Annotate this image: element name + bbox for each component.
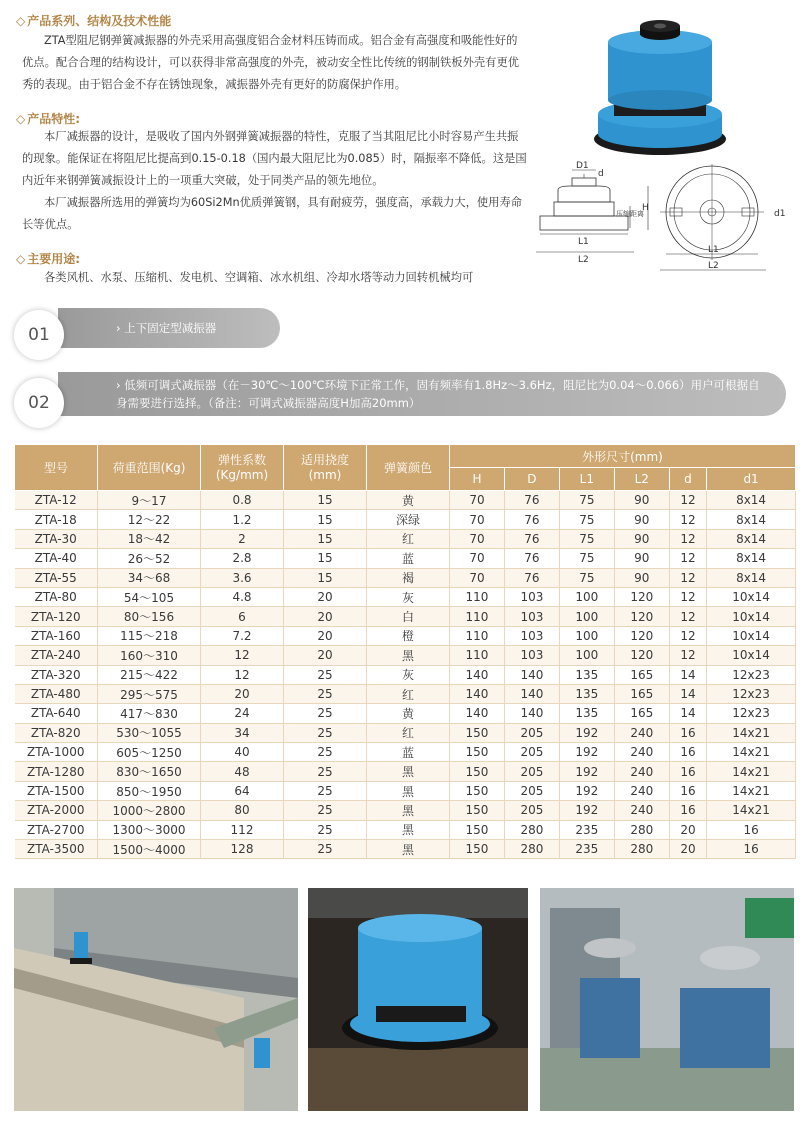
table-cell: 12 <box>669 646 706 665</box>
table-cell: 90 <box>614 510 669 529</box>
table-cell: 850～1950 <box>98 781 201 800</box>
svg-text:L1: L1 <box>708 245 719 255</box>
table-cell: 64 <box>201 781 284 800</box>
table-cell: 135 <box>559 665 614 684</box>
table-cell: 8x14 <box>707 491 796 510</box>
section-title-intro: ◇ 产品系列、结构及技术性能 <box>16 14 172 28</box>
table-cell: 112 <box>201 820 284 839</box>
th-dim-l2: L2 <box>614 468 669 491</box>
table-cell: 192 <box>559 762 614 781</box>
table-cell: 150 <box>450 781 505 800</box>
section-title-usage: ◇ 主要用途: <box>16 252 81 266</box>
table-cell: 150 <box>450 801 505 820</box>
table-cell: 2 <box>201 529 284 548</box>
table-cell: 16 <box>669 723 706 742</box>
banner-02-label: › 低频可调式减振器（在－30℃～100℃环境下正常工作，固有频率有1.8Hz～3.6Hz，阻尼比为0.04～0.066）用户可根据自身需要进行选择。（备注：可调式减振器高度H加高20mm） <box>116 378 760 410</box>
table-cell: 蓝 <box>367 743 450 762</box>
table-cell: 34～68 <box>98 568 201 587</box>
svg-text:H: H <box>642 203 649 213</box>
table-cell: 70 <box>450 510 505 529</box>
usage-paragraph: 各类风机、水泵、压缩机、发电机、空调箱、冰水机组、冷却水塔等动力回转机械均可 <box>44 271 474 284</box>
table-cell: 橙 <box>367 626 450 645</box>
table-cell: 红 <box>367 684 450 703</box>
table-cell: 14 <box>669 665 706 684</box>
table-cell: 280 <box>504 840 559 859</box>
table-cell: 4.8 <box>201 587 284 606</box>
table-cell: 76 <box>504 529 559 548</box>
table-cell: 150 <box>450 762 505 781</box>
table-cell: 240 <box>614 762 669 781</box>
table-cell: ZTA-820 <box>15 723 98 742</box>
table-cell: 192 <box>559 723 614 742</box>
table-cell: 24 <box>201 704 284 723</box>
table-cell: 25 <box>284 723 367 742</box>
table-cell: 12 <box>669 510 706 529</box>
table-cell: 100 <box>559 587 614 606</box>
table-cell: 76 <box>504 549 559 568</box>
table-cell: 75 <box>559 491 614 510</box>
table-cell: 48 <box>201 762 284 781</box>
table-row <box>15 549 796 568</box>
svg-text:L1: L1 <box>578 237 589 247</box>
table-cell: 205 <box>504 781 559 800</box>
table-cell: 12～22 <box>98 510 201 529</box>
table-cell: 90 <box>614 491 669 510</box>
table-row <box>15 491 796 510</box>
intro-paragraph: ZTA型阻尼钢弹簧减振器的外壳采用高强度铝合金材料压铸而成。铝合金有高强度和吸能性好的优点。配合合理的结构设计，可以获得非常高强度的外壳，被动安全性比传统的钢制铁板外壳有更优秀的表现。由于铝合金不存在锈蚀现象，减振器外壳有更好的防腐保护作用。 <box>22 34 520 91</box>
svg-text:L2: L2 <box>708 261 719 271</box>
table-cell: 10x14 <box>707 646 796 665</box>
table-cell: 120 <box>614 626 669 645</box>
table-cell: 25 <box>284 840 367 859</box>
table-cell: 9～17 <box>98 491 201 510</box>
table-cell: 90 <box>614 568 669 587</box>
table-cell: 黑 <box>367 801 450 820</box>
svg-text:d: d <box>598 169 604 179</box>
table-cell: 110 <box>450 626 505 645</box>
table-cell: ZTA-160 <box>15 626 98 645</box>
table-cell: ZTA-480 <box>15 684 98 703</box>
table-cell: 75 <box>559 549 614 568</box>
table-cell: 205 <box>504 801 559 820</box>
table-cell: 20 <box>284 646 367 665</box>
th-model: 型号 <box>15 445 98 491</box>
banner-01-number: 01 <box>14 310 64 360</box>
th-deflection: 适用挠度 (mm) <box>284 445 367 491</box>
table-cell: 黑 <box>367 820 450 839</box>
table-cell: 26～52 <box>98 549 201 568</box>
table-cell: 10x14 <box>707 626 796 645</box>
table-cell: 14x21 <box>707 762 796 781</box>
table-cell: 20 <box>669 840 706 859</box>
table-cell: ZTA-1000 <box>15 743 98 762</box>
table-cell: 160～310 <box>98 646 201 665</box>
th-dims: 外形尺寸(mm) <box>450 445 796 468</box>
table-cell: 530～1055 <box>98 723 201 742</box>
table-cell: 103 <box>504 646 559 665</box>
table-cell: 240 <box>614 743 669 762</box>
table-cell: ZTA-1500 <box>15 781 98 800</box>
table-cell: 7.2 <box>201 626 284 645</box>
table-cell: ZTA-18 <box>15 510 98 529</box>
table-cell: 235 <box>559 820 614 839</box>
table-cell: 黑 <box>367 646 450 665</box>
table-cell: 140 <box>504 665 559 684</box>
table-cell: 8x14 <box>707 568 796 587</box>
table-cell: 140 <box>504 684 559 703</box>
table-cell: 205 <box>504 723 559 742</box>
table-cell: 70 <box>450 491 505 510</box>
table-cell: 12 <box>201 665 284 684</box>
table-cell: 120 <box>614 646 669 665</box>
table-cell: 240 <box>614 801 669 820</box>
table-row <box>15 801 796 820</box>
table-cell: 6 <box>201 607 284 626</box>
table-cell: 16 <box>669 801 706 820</box>
table-cell: 12 <box>669 568 706 587</box>
table-cell: 25 <box>284 762 367 781</box>
table-cell: 70 <box>450 529 505 548</box>
table-cell: 90 <box>614 529 669 548</box>
table-cell: ZTA-80 <box>15 587 98 606</box>
table-cell: 20 <box>284 587 367 606</box>
table-cell: 灰 <box>367 587 450 606</box>
table-cell: 115～218 <box>98 626 201 645</box>
table-cell: 110 <box>450 587 505 606</box>
table-row <box>15 626 796 645</box>
banner-02 <box>58 372 786 416</box>
table-cell: 10x14 <box>707 607 796 626</box>
table-cell: 140 <box>450 665 505 684</box>
table-cell: 110 <box>450 607 505 626</box>
table-row <box>15 743 796 762</box>
table-cell: ZTA-2700 <box>15 820 98 839</box>
th-dim-d: d <box>669 468 706 491</box>
installation-photo-2 <box>308 888 528 1111</box>
table-row <box>15 723 796 742</box>
table-cell: 165 <box>614 704 669 723</box>
table-cell: 25 <box>284 684 367 703</box>
table-cell: 16 <box>707 820 796 839</box>
table-cell: 15 <box>284 510 367 529</box>
table-cell: 192 <box>559 781 614 800</box>
table-cell: 15 <box>284 529 367 548</box>
table-cell: 12x23 <box>707 704 796 723</box>
table-cell: 20 <box>284 626 367 645</box>
table-cell: 16 <box>669 743 706 762</box>
table-row <box>15 684 796 703</box>
table-cell: 12 <box>669 549 706 568</box>
svg-text:d1: d1 <box>774 209 786 219</box>
table-cell: 25 <box>284 704 367 723</box>
table-cell: 76 <box>504 491 559 510</box>
section-title-features: ◇ 产品特性: <box>16 112 81 126</box>
table-cell: 150 <box>450 723 505 742</box>
table-cell: 103 <box>504 587 559 606</box>
table-cell: 205 <box>504 743 559 762</box>
table-cell: 192 <box>559 743 614 762</box>
table-cell: 110 <box>450 646 505 665</box>
table-cell: 140 <box>450 704 505 723</box>
table-cell: 54～105 <box>98 587 201 606</box>
table-cell: 75 <box>559 529 614 548</box>
th-stiffness: 弹性系数 (Kg/mm) <box>201 445 284 491</box>
table-cell: 80 <box>201 801 284 820</box>
table-cell: 25 <box>284 781 367 800</box>
table-cell: 100 <box>559 626 614 645</box>
table-cell: 12 <box>669 587 706 606</box>
table-cell: 2.8 <box>201 549 284 568</box>
table-cell: 75 <box>559 568 614 587</box>
factory-photo <box>540 888 794 1111</box>
table-row <box>15 781 796 800</box>
table-cell: 128 <box>201 840 284 859</box>
table-cell: 12 <box>669 607 706 626</box>
table-cell: ZTA-55 <box>15 568 98 587</box>
table-cell: ZTA-640 <box>15 704 98 723</box>
table-row <box>15 840 796 859</box>
svg-text:L2: L2 <box>578 255 589 265</box>
table-cell: 76 <box>504 510 559 529</box>
table-row <box>15 607 796 626</box>
table-row <box>15 665 796 684</box>
table-cell: 14 <box>669 704 706 723</box>
table-cell: 黑 <box>367 840 450 859</box>
table-cell: 黑 <box>367 781 450 800</box>
table-cell: 12 <box>201 646 284 665</box>
table-cell: 1300～3000 <box>98 820 201 839</box>
table-cell: 16 <box>669 781 706 800</box>
table-cell: ZTA-12 <box>15 491 98 510</box>
table-cell: 12 <box>669 529 706 548</box>
table-cell: 205 <box>504 762 559 781</box>
table-cell: 235 <box>559 840 614 859</box>
table-cell: 8x14 <box>707 529 796 548</box>
table-cell: 120 <box>614 587 669 606</box>
table-cell: 16 <box>707 840 796 859</box>
table-cell: 140 <box>450 684 505 703</box>
table-cell: 14x21 <box>707 743 796 762</box>
table-cell: 103 <box>504 607 559 626</box>
table-cell: 280 <box>614 840 669 859</box>
table-cell: 605～1250 <box>98 743 201 762</box>
table-cell: 12x23 <box>707 684 796 703</box>
th-dim-d: D <box>504 468 559 491</box>
table-cell: 黑 <box>367 762 450 781</box>
table-cell: 280 <box>504 820 559 839</box>
table-cell: 830～1650 <box>98 762 201 781</box>
table-cell: 100 <box>559 646 614 665</box>
table-cell: 16 <box>669 762 706 781</box>
features-paragraph-1: 本厂减振器的设计，是吸收了国内外钢弹簧减振器的特性，克服了当其阻尼比小时容易产生共振的现象。能保证在将阻尼比提高到0.15-0.18（国内最大阻尼比为0.085）时，隔振率不降低。这是国内近年来钢弹簧减振设计上的一项重大突破，处于同类产品的领先地位。 <box>22 130 527 187</box>
table-cell: 灰 <box>367 665 450 684</box>
table-cell: 黄 <box>367 491 450 510</box>
table-cell: 150 <box>450 743 505 762</box>
banner-02-number: 02 <box>14 378 64 428</box>
table-cell: 140 <box>504 704 559 723</box>
table-cell: 135 <box>559 684 614 703</box>
table-cell: 14x21 <box>707 781 796 800</box>
table-cell: 103 <box>504 626 559 645</box>
table-cell: 黄 <box>367 704 450 723</box>
table-cell: 20 <box>201 684 284 703</box>
table-cell: 0.8 <box>201 491 284 510</box>
table-cell: 14x21 <box>707 801 796 820</box>
table-cell: 25 <box>284 665 367 684</box>
table-cell: 12 <box>669 626 706 645</box>
table-cell: 10x14 <box>707 587 796 606</box>
table-cell: 12x23 <box>707 665 796 684</box>
damper-product-image <box>590 14 730 164</box>
table-cell: 240 <box>614 723 669 742</box>
table-cell: 76 <box>504 568 559 587</box>
table-cell: 3.6 <box>201 568 284 587</box>
table-cell: ZTA-1280 <box>15 762 98 781</box>
table-cell: ZTA-40 <box>15 549 98 568</box>
table-cell: 25 <box>284 743 367 762</box>
table-cell: 75 <box>559 510 614 529</box>
table-cell: 70 <box>450 549 505 568</box>
th-dim-h: H <box>450 468 505 491</box>
table-cell: 280 <box>614 820 669 839</box>
table-cell: 417～830 <box>98 704 201 723</box>
dimension-drawing <box>530 158 800 278</box>
table-row <box>15 762 796 781</box>
table-cell: 40 <box>201 743 284 762</box>
banner-01 <box>58 308 280 348</box>
table-cell: ZTA-240 <box>15 646 98 665</box>
table-cell: 135 <box>559 704 614 723</box>
table-cell: 红 <box>367 723 450 742</box>
table-cell: 165 <box>614 665 669 684</box>
table-cell: 25 <box>284 820 367 839</box>
table-cell: 192 <box>559 801 614 820</box>
banner-01-label: › 上下固定型减振器 <box>116 321 217 335</box>
features-paragraph-2: 本厂减振器所选用的弹簧均为60Si2Mn优质弹簧钢，具有耐疲劳，强度高，承载力大，使用寿命长等优点。 <box>22 196 523 231</box>
table-row <box>15 820 796 839</box>
table-cell: 70 <box>450 568 505 587</box>
table-cell: ZTA-30 <box>15 529 98 548</box>
table-cell: 25 <box>284 801 367 820</box>
table-cell: 深绿 <box>367 510 450 529</box>
table-cell: ZTA-120 <box>15 607 98 626</box>
table-cell: 14 <box>669 684 706 703</box>
table-cell: ZTA-3500 <box>15 840 98 859</box>
table-cell: 12 <box>669 491 706 510</box>
table-cell: ZTA-2000 <box>15 801 98 820</box>
table-cell: 80～156 <box>98 607 201 626</box>
table-cell: 1000～2800 <box>98 801 201 820</box>
table-cell: 215～422 <box>98 665 201 684</box>
table-cell: 1500～4000 <box>98 840 201 859</box>
table-cell: 15 <box>284 568 367 587</box>
table-cell: 15 <box>284 549 367 568</box>
svg-text:压缩距离: 压缩距离 <box>616 210 644 218</box>
table-row <box>15 568 796 587</box>
installation-photo-1 <box>14 888 298 1111</box>
table-cell: 白 <box>367 607 450 626</box>
svg-text:D1: D1 <box>576 161 589 171</box>
table-cell: 8x14 <box>707 549 796 568</box>
th-color: 弹簧颜色 <box>367 445 450 491</box>
th-dim-d1: d1 <box>707 468 796 491</box>
table-cell: 20 <box>284 607 367 626</box>
spec-table <box>14 444 796 859</box>
table-cell: 150 <box>450 840 505 859</box>
table-cell: 14x21 <box>707 723 796 742</box>
table-row <box>15 704 796 723</box>
table-cell: 150 <box>450 820 505 839</box>
table-cell: 蓝 <box>367 549 450 568</box>
table-cell: 18～42 <box>98 529 201 548</box>
table-cell: 295～575 <box>98 684 201 703</box>
table-cell: 20 <box>669 820 706 839</box>
table-cell: 240 <box>614 781 669 800</box>
table-cell: 8x14 <box>707 510 796 529</box>
th-dim-l1: L1 <box>559 468 614 491</box>
table-cell: 90 <box>614 549 669 568</box>
table-cell: 165 <box>614 684 669 703</box>
table-row <box>15 510 796 529</box>
table-cell: 褐 <box>367 568 450 587</box>
table-cell: 15 <box>284 491 367 510</box>
table-cell: 红 <box>367 529 450 548</box>
table-cell: 34 <box>201 723 284 742</box>
table-cell: 120 <box>614 607 669 626</box>
table-cell: ZTA-320 <box>15 665 98 684</box>
table-row <box>15 587 796 606</box>
th-load: 荷重范围(Kg) <box>98 445 201 491</box>
table-cell: 1.2 <box>201 510 284 529</box>
table-cell: 100 <box>559 607 614 626</box>
table-row <box>15 646 796 665</box>
table-row <box>15 529 796 548</box>
